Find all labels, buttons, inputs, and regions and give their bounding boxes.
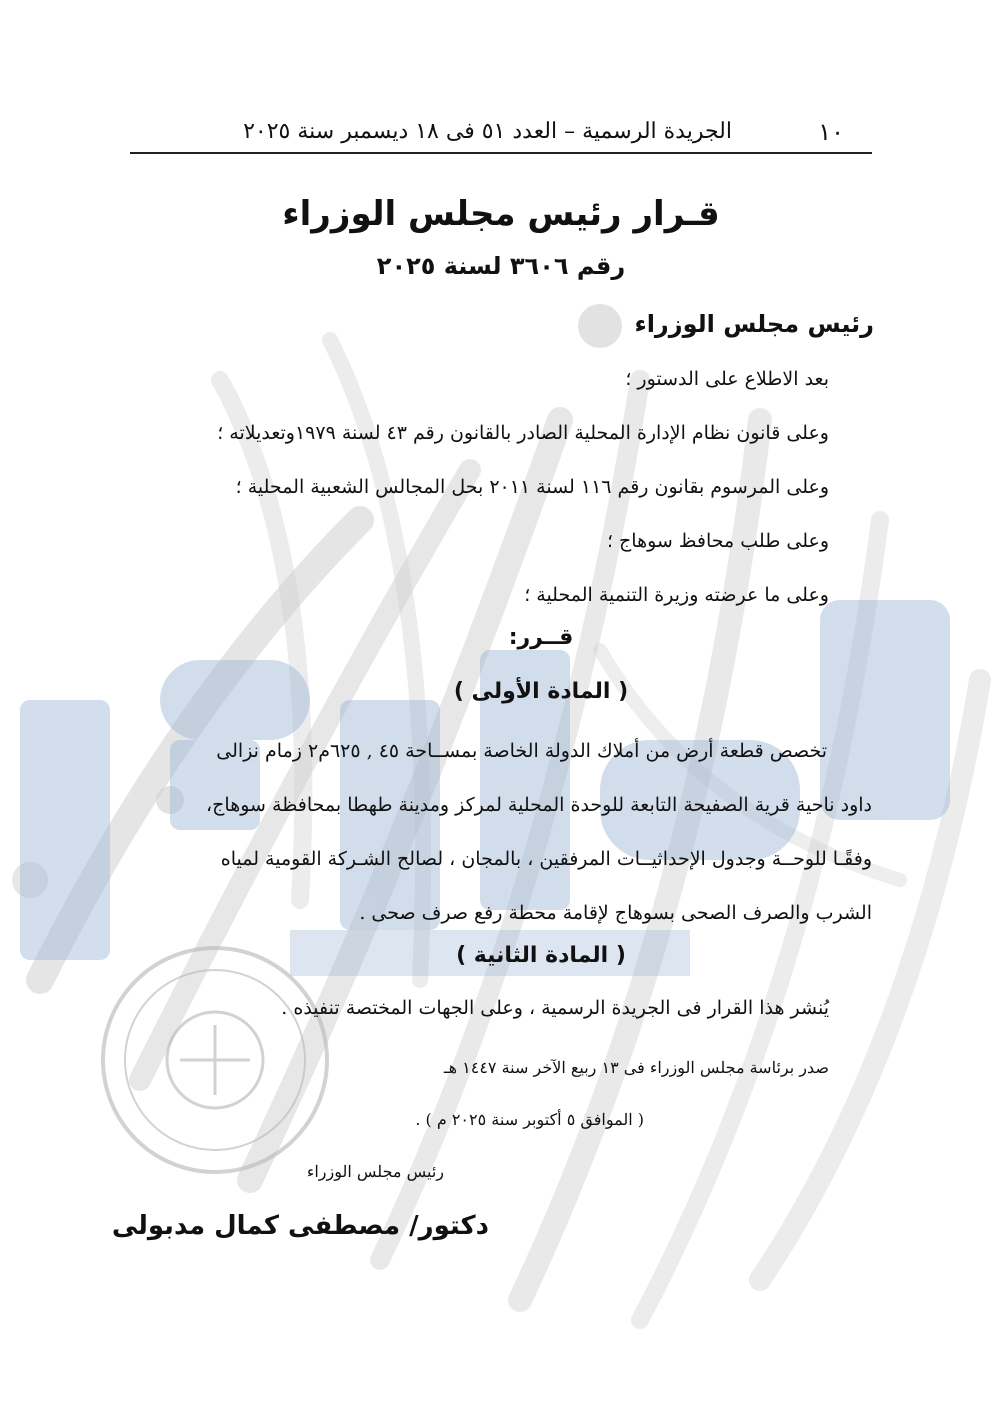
decree-title: قـرار رئيس مجلس الوزراء: [282, 194, 720, 234]
recital-item: بعد الاطلاع على الدستور ؛: [625, 368, 829, 390]
issuing-authority: رئيس مجلس الوزراء: [634, 310, 874, 338]
decree-number: رقم ٣٦٠٦ لسنة ٢٠٢٥: [376, 252, 626, 280]
decided-label: قــرر:: [508, 625, 574, 650]
recital-item: وعلى طلب محافظ سوهاج ؛: [606, 530, 829, 552]
recital-item: وعلى ما عرضته وزيرة التنمية المحلية ؛: [524, 584, 829, 606]
article-1-body: [128, 724, 872, 940]
issue-line: الجريدة الرسمية – العدد ٥١ فى ١٨ ديسمبر سنة ٢٠٢٥: [243, 119, 732, 144]
running-header: [130, 112, 872, 154]
recital-item: وعلى قانون نظام الإدارة المحلية الصادر بالقانون رقم ٤٣ لسنة ١٩٧٩وتعديلاته ؛: [217, 422, 829, 444]
article-2-heading: ( المادة الثانية ): [456, 943, 626, 968]
article-1-line: داود ناحية قرية الصفيحة التابعة للوحدة المحلية لمركز ومدينة طهطا بمحافظة سوهاج،: [206, 794, 872, 816]
page-number: ١٠: [818, 118, 844, 146]
issuance-gregorian: ( الموافق ٥ أكتوبر سنة ٢٠٢٥ م ) .: [415, 1110, 644, 1129]
issuance-hijri: صدر برئاسة مجلس الوزراء فى ١٣ ربيع الآخر سنة ١٤٤٧ هـ: [443, 1058, 829, 1077]
recitals-list: [129, 352, 829, 622]
signatory-name: دكتور/ مصطفى كمال مدبولى: [111, 1211, 489, 1241]
article-2-body: يُنشر هذا القرار فى الجريدة الرسمية ، وعلى الجهات المختصة تنفيذه .: [281, 997, 829, 1019]
article-1-line: وفقًـا للوحــة وجدول الإحداثيــات المرفقين ، بالمجان ، لصالح الشـركة القومية لمياه: [220, 848, 872, 870]
signatory-title: رئيس مجلس الوزراء: [306, 1162, 444, 1181]
article-1-line: تخصص قطعة أرض من أملاك الدولة الخاصة بمســاحة ٤٥ , ٦٢٥م٢ زمام نزالى: [216, 740, 827, 762]
article-1-line: الشرب والصرف الصحى بسوهاج لإقامة محطة رفع صرف صحى .: [359, 902, 872, 924]
article-1-heading: ( المادة الأولى ): [453, 679, 629, 704]
recital-item: وعلى المرسوم بقانون رقم ١١٦ لسنة ٢٠١١ بحل المجالس الشعبية المحلية ؛: [235, 476, 829, 498]
